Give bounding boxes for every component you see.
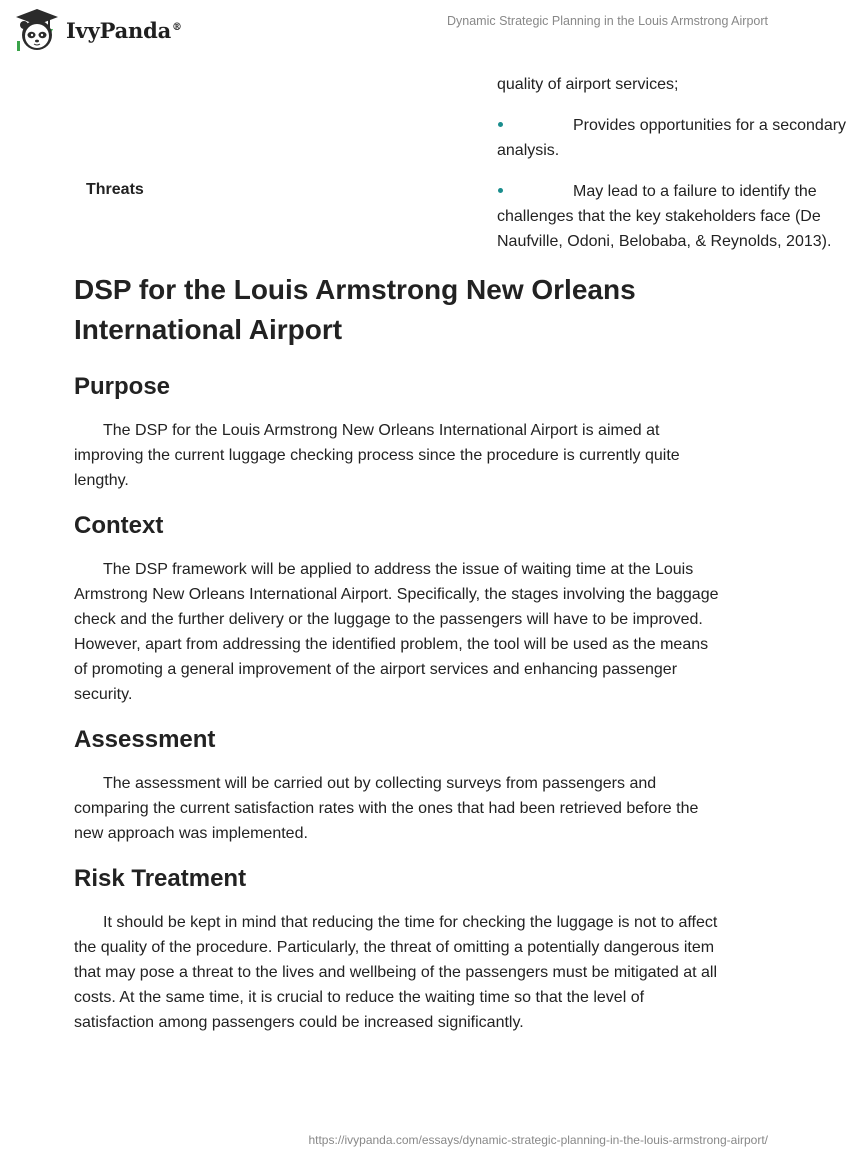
table-cell-continued-text: quality of airport services; (497, 76, 679, 93)
table-bullet-item: May lead to a failure to identify the challenges that the key stakeholders face (De Naufville, Odoni, Belobaba, & Reynolds, 2013). (497, 183, 832, 250)
panda-graduate-icon (14, 7, 60, 53)
section-assessment (74, 725, 724, 846)
brand-name: IvyPanda® (66, 17, 182, 43)
registered-mark: ® (172, 21, 182, 33)
section-heading: Assessment (74, 726, 216, 753)
brand-logo[interactable] (14, 7, 182, 53)
page-header (0, 0, 800, 58)
section-context (74, 511, 724, 707)
section-paragraph: It should be kept in mind that reducing the time for checking the luggage is not to affect the quality of the procedure. Particularly, the threat of omitting a potentially dangerous item that may pose a threat to the lives and wellbeing of the passengers must be mitigated at all costs. At the same time, it is crucial to reduce the waiting time so that the level of satisfaction among passengers could be increased significantly. (74, 914, 718, 1031)
threats-label: Threats (86, 181, 144, 198)
section-paragraph: The DSP for the Louis Armstrong New Orleans International Airport is aimed at improving the current luggage checking process since the procedure is currently quite lengthy. (74, 422, 680, 489)
section-heading: Risk Treatment (74, 865, 247, 892)
section-paragraph: The assessment will be carried out by collecting surveys from passengers and comparing the current satisfaction rates with the ones that had been retrieved before the new approach was implemented. (74, 775, 699, 842)
swot-table-fragment (0, 60, 846, 260)
article-body (74, 270, 724, 1053)
table-bullet-item: Provides opportunities for a secondary analysis. (497, 117, 846, 159)
section-heading: Purpose (74, 373, 171, 400)
section-risk-treatment (74, 864, 724, 1035)
section-purpose (74, 372, 724, 493)
source-url[interactable]: https://ivypanda.com/essays/dynamic-strategic-planning-in-the-louis-armstrong-airport/ (308, 1133, 768, 1147)
document-title-header: Dynamic Strategic Planning in the Louis Armstrong Airport (447, 14, 768, 28)
section-heading: Context (74, 512, 164, 539)
article-title: DSP for the Louis Armstrong New Orleans International Airport (74, 274, 636, 345)
section-paragraph: The DSP framework will be applied to address the issue of waiting time at the Louis Armstrong New Orleans International Airport. Specifically, the stages involving the baggage check and the further delivery or the luggage to the passengers will have to be improved. However, apart from addressing the identified problem, the tool will be used as the means of promoting a general improvement of the airport services and enhancing passenger security. (74, 561, 719, 703)
bullet-icon (498, 122, 503, 127)
bullet-icon (498, 188, 503, 193)
